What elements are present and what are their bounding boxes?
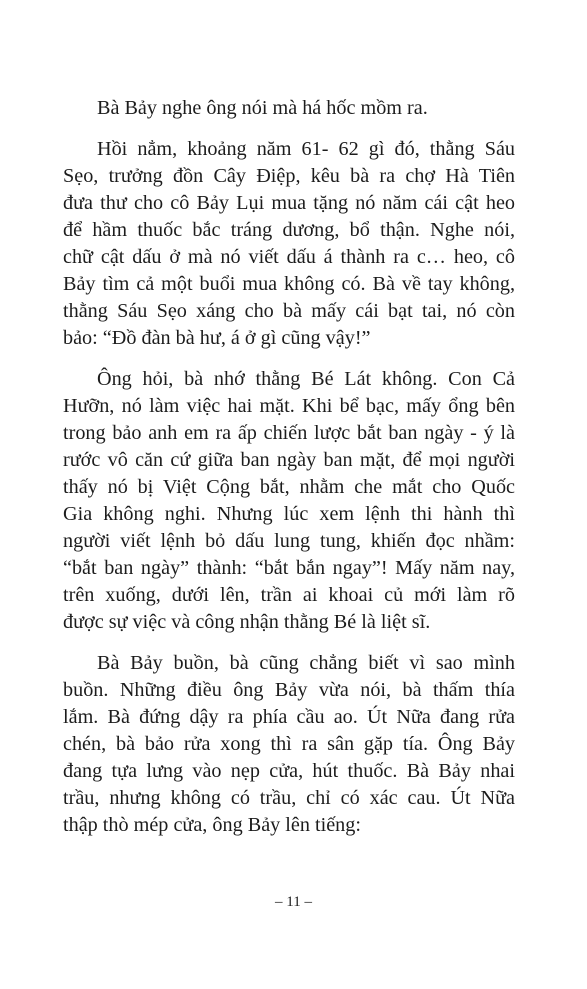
text-line: buồn. Những điều ông Bảy vừa nói, bà thấm thía (63, 679, 515, 701)
text-line: trong bảo anh em ra ấp chiến lược bắt ban ngày - ý là (63, 422, 515, 444)
text-line: bảo: “Đồ đàn bà hư, á ở gì cũng vậy!” (63, 327, 371, 349)
text-line: đang tựa lưng vào nẹp cửa, hút thuốc. Bà Bảy nhai (63, 760, 515, 782)
text-line: chén, bà bảo rửa xong thì ra sân gặp tía. Ông Bảy (63, 733, 515, 755)
text-line: Bảy tìm cả một buổi mua không có. Bà về tay không, (63, 273, 515, 295)
text-line: người viết lệnh bỏ dấu lung tung, khiến đọc nhầm: (63, 530, 515, 552)
paragraph-3 (63, 366, 515, 636)
text-line: trên xuống, dưới lên, trần ai khoai củ mới làm rõ (63, 584, 515, 606)
text-line: được sự việc và công nhận thằng Bé là liệt sĩ. (63, 611, 431, 633)
text-line: Hưỡn, nó làm việc hai mặt. Khi bể bạc, mấy ổng bên (63, 395, 515, 417)
body-text (63, 95, 515, 839)
text-line: thằng Sáu Sẹo xáng cho bà mấy cái bạt tai, nó còn (63, 300, 515, 322)
text-line: lắm. Bà đứng dậy ra phía cầu ao. Út Nữa đang rửa (63, 706, 515, 728)
text-line: đưa thư cho cô Bảy Lụi mua tặng nó năm cái cật heo (63, 192, 515, 214)
text-line: Bà Bảy buồn, bà cũng chẳng biết vì sao mình (97, 652, 515, 674)
text-line: Hồi nẳm, khoảng năm 61- 62 gì đó, thằng Sáu (97, 138, 515, 160)
paragraph-2 (63, 136, 515, 352)
text-line: “bắt ban ngày” thành: “bắt bắn ngay”! Mấy năm nay, (63, 557, 515, 579)
page-number: – 11 – (275, 894, 312, 910)
text-line: rước vô căn cứ giữa ban ngày ban mặt, để mọi người (63, 449, 515, 471)
paragraph-4 (63, 650, 515, 839)
text-line: thấy nó bị Việt Cộng bắt, nhằm che mắt cho Quốc (63, 476, 515, 498)
text-line: trầu, nhưng không có trầu, chỉ có xác cau. Út Nữa (63, 787, 515, 809)
text-line: thập thò mép cửa, ông Bảy lên tiếng: (63, 814, 361, 836)
text-line: Bà Bảy nghe ông nói mà há hốc mồm ra. (97, 97, 428, 119)
text-line: Ông hỏi, bà nhớ thằng Bé Lát không. Con Cả (97, 368, 515, 390)
text-line: chữ cật dấu ở mà nó viết dấu á thành ra c… heo, cô (63, 246, 515, 268)
text-line: để hầm thuốc bắc tráng dương, bổ thận. Nghe nói, (63, 219, 515, 241)
text-line: Gia không nghi. Nhưng lúc xem lệnh thi hành thì (63, 503, 515, 525)
paragraph-1 (63, 95, 515, 122)
text-line: Sẹo, trưởng đồn Cây Điệp, kêu bà ra chợ Hà Tiên (63, 165, 515, 187)
